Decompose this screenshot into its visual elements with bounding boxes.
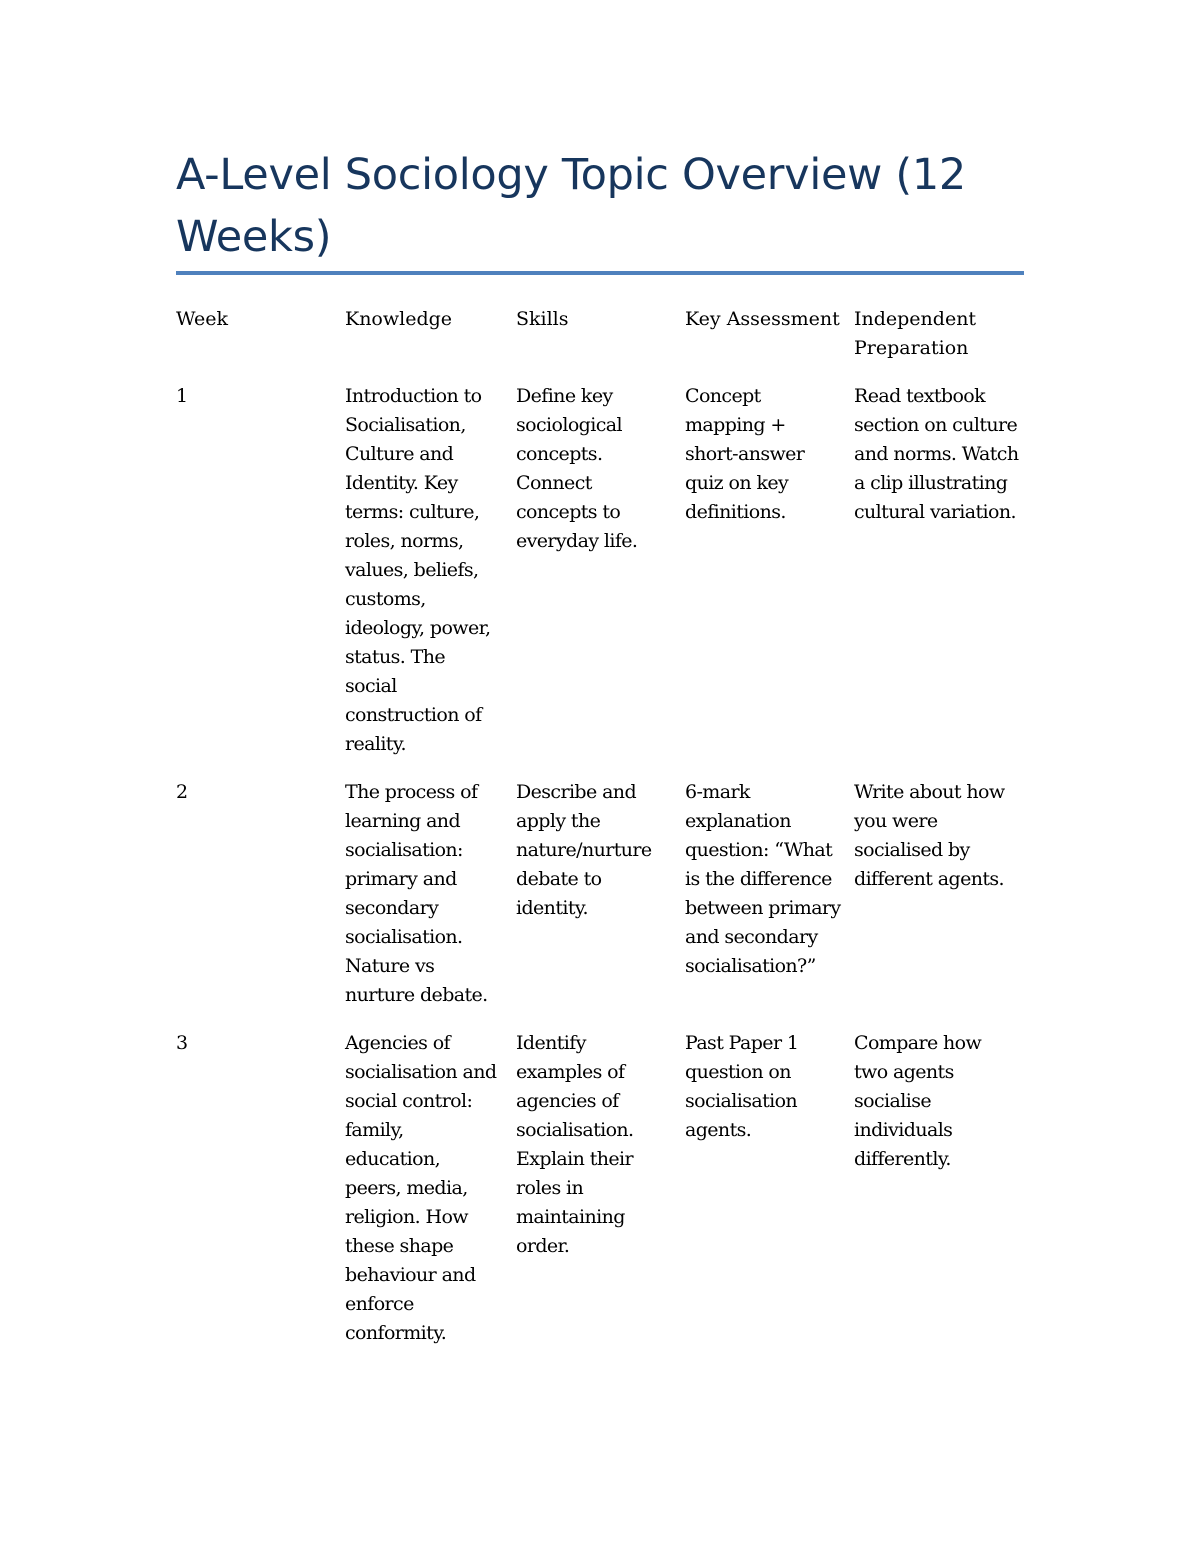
assessment-cell: 6-mark explanation question: “What is the difference between primary and secondary socialisation?” xyxy=(685,781,841,977)
table-row xyxy=(176,778,1024,1010)
preparation-cell: Compare how two agents socialise individuals differently. xyxy=(854,1032,982,1170)
skills-cell: Describe and apply the nature/nurture debate to identity. xyxy=(516,781,652,919)
title-underline xyxy=(176,271,1024,275)
topic-overview-table xyxy=(176,305,1024,1367)
week-cell: 3 xyxy=(176,1032,188,1054)
skills-cell: Identify examples of agencies of socialisation. Explain their roles in maintaining order. xyxy=(516,1032,634,1257)
knowledge-cell: Agencies of socialisation and social control: family, education, peers, media, religion. How these shape behaviour and enforce conformity. xyxy=(345,1032,497,1344)
assessment-cell: Concept mapping + short-answer quiz on key definitions. xyxy=(685,385,805,523)
table-header-row xyxy=(176,305,1024,363)
assessment-cell: Past Paper 1 question on socialisation agents. xyxy=(685,1032,799,1141)
preparation-cell: Write about how you were socialised by different agents. xyxy=(854,781,1005,890)
knowledge-cell: Introduction to Socialisation, Culture and Identity. Key terms: culture, roles, norms, values, beliefs, customs, ideology, power, status. The social construction of reality. xyxy=(345,385,491,755)
header-skills: Skills xyxy=(516,308,569,330)
week-cell: 1 xyxy=(176,385,188,407)
preparation-cell: Read textbook section on culture and norms. Watch a clip illustrating cultural variation. xyxy=(854,385,1019,523)
skills-cell: Define key sociological concepts. Connect concepts to everyday life. xyxy=(516,385,638,552)
header-week: Week xyxy=(176,308,228,330)
table-row xyxy=(176,1029,1024,1348)
header-knowledge: Knowledge xyxy=(345,308,453,330)
week-cell: 2 xyxy=(176,781,188,803)
knowledge-cell: The process of learning and socialisation: primary and secondary socialisation. Nature vs nurture debate. xyxy=(345,781,488,1006)
document-title: A-Level Sociology Topic Overview (12 Weeks) xyxy=(176,150,966,262)
header-key-assessment: Key Assessment xyxy=(685,308,840,330)
header-independent-preparation: Independent Preparation xyxy=(854,308,977,359)
table-row xyxy=(176,382,1024,759)
